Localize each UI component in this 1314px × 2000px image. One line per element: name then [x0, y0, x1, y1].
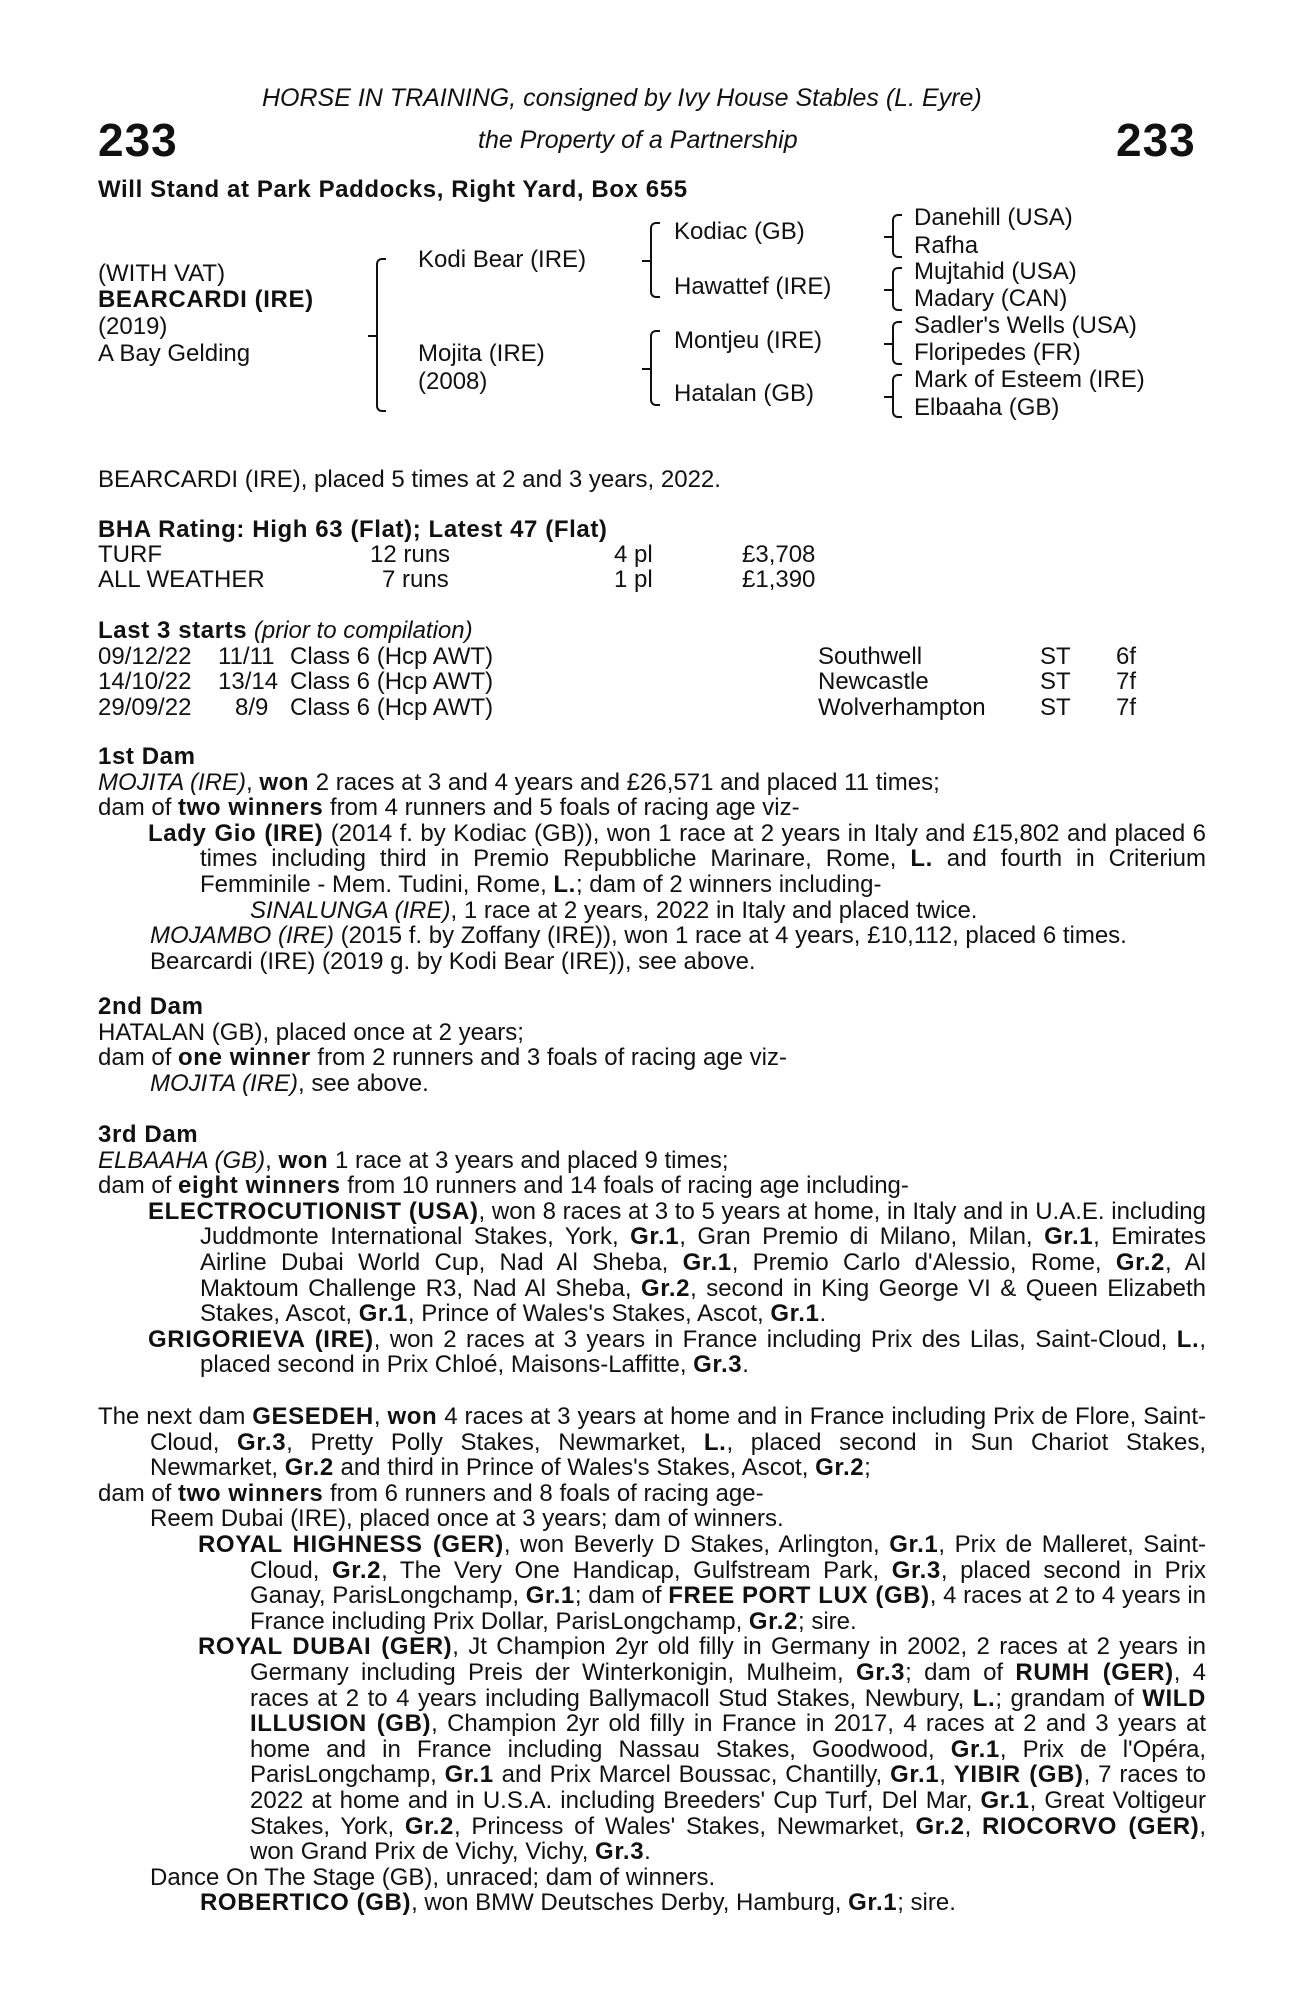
third-dam-produce-intro: dam of eight winners from 10 runners and 14 foals of racing age including- [98, 1172, 909, 1200]
granddam-4: Madary (CAN) [914, 285, 1068, 312]
last-starts-heading [98, 617, 473, 645]
brace-parents [376, 258, 386, 412]
start-course: Southwell [818, 643, 923, 670]
grandsire-5: Sadler's Wells (USA) [914, 312, 1137, 339]
produce-lady-gio: Lady Gio (IRE) (2014 f. by Kodiac (GB)), won 1 race at 2 years in Italy and £15,802 and placed 6 times including third in Premio Repubbliche Marinare, Rome, L. and fourth in Criterium Femminile - Mem. Tudini, Rome, L.; dam of 2 winners including- [148, 819, 1207, 898]
start-date: 29/09/22 [98, 694, 192, 721]
second-dam-produce-intro: dam of one winner from 2 runners and 3 foals of racing age viz- [98, 1044, 787, 1072]
granddam-8: Elbaaha (GB) [914, 394, 1060, 421]
start-surface: ST [1040, 694, 1071, 721]
grandsire-7: Mark of Esteem (IRE) [914, 366, 1145, 393]
start-position: 11/11 [218, 643, 275, 670]
consignor-line: HORSE IN TRAINING, consigned by Ivy House Stables (L. Eyre) [262, 84, 982, 112]
brace-g3 [892, 321, 902, 365]
produce-dance-on-the-stage: Dance On The Stage (GB), unraced; dam of winners. [150, 1863, 716, 1891]
start-distance: 7f [1116, 668, 1137, 695]
produce-grigorieva: GRIGORIEVA (IRE), won 2 races at 3 years in France including Prix des Lilas, Saint-Cloud, L., placed second in Prix Chloé, Maisons-Laffitte, Gr.3. [148, 1325, 1206, 1379]
next-dam-line: The next dam GESEDEH, won 4 races at 3 years at home and in France including Prix de Flore, Saint-Cloud, Gr.3, Pretty Polly Stakes, Newmarket, L., placed second in Sun Chariot Stakes, Newmarket, Gr.2 and third in Prince of Wales's Stakes, Ascot, Gr.2; [98, 1403, 1207, 1482]
grandsire-3: Mujtahid (USA) [914, 258, 1077, 285]
produce-robertico: ROBERTICO (GB), won BMW Deutsches Derby, Hamburg, Gr.1; sire. [200, 1889, 956, 1917]
sire: Kodi Bear (IRE) [418, 246, 587, 273]
start-distance: 6f [1116, 643, 1137, 670]
property-line: the Property of a Partnership [478, 126, 798, 154]
second-dam-heading: 2nd Dam [98, 993, 204, 1020]
produce-mojambo: MOJAMBO (IRE) (2015 f. by Zoffany (IRE)), won 1 race at 4 years, £10,112, placed 6 times. [150, 922, 1127, 950]
granddam-6: Floripedes (FR) [914, 339, 1081, 366]
rating-row-turf-surface: TURF [98, 541, 162, 568]
start-race: Class 6 (Hcp AWT) [290, 694, 494, 721]
rating-row-aw-prize: £1,390 [742, 566, 816, 593]
horse-year: (2019) [98, 313, 168, 340]
produce-electrocutionist: ELECTROCUTIONIST (USA), won 8 races at 3 to 5 years at home, in Italy and in U.A.E. including Juddmonte International Stakes, York, Gr.1, Gran Premio di Milano, Milan, Gr.1, Emirates Airline Dubai World Cup, Nad Al Sheba, Gr.1, Premio Carlo d'Alessio, Rome, Gr.2, Al Maktoum Challenge R3, Nad Al Sheba, Gr.2, second in King George VI & Queen Elizabeth Stakes, Ascot, Gr.1, Prince of Wales's Stakes, Ascot, Gr.1. [148, 1197, 1207, 1328]
start-race: Class 6 (Hcp AWT) [290, 643, 494, 670]
first-dam-line: MOJITA (IRE), won 2 races at 3 and 4 years and £26,571 and placed 11 times; [98, 768, 940, 796]
rating-row-turf-placed: 4 pl [614, 541, 653, 568]
produce-royal-highness: ROYAL HIGHNESS (GER), won Beverly D Stakes, Arlington, Gr.1, Prix de Malleret, Saint-Cloud, Gr.2, The Very One Handicap, Gulfstream Park, Gr.3, placed second in Prix Ganay, ParisLongchamp, Gr.1; dam of FREE PORT LUX (GB), 4 races at 2 to 4 years in France including Prix Dollar, ParisLongchamp, Gr.2; sire. [198, 1530, 1207, 1635]
dam: Mojita (IRE) [418, 340, 545, 367]
horse-vat: (WITH VAT) [98, 260, 226, 287]
rating-row-aw-runs: 7 runs [382, 566, 449, 593]
last-starts-note: (prior to compilation) [253, 617, 473, 644]
dam-year: (2008) [418, 368, 488, 395]
rating-row-turf-prize: £3,708 [742, 541, 816, 568]
granddam-2: Rafha [914, 232, 979, 259]
first-dam-section [98, 744, 1206, 974]
brace-dam-line [650, 330, 660, 406]
dam-dam: Hatalan (GB) [674, 380, 815, 407]
first-dam-produce-intro: dam of two winners from 4 runners and 5 foals of racing age viz- [98, 794, 800, 822]
start-race: Class 6 (Hcp AWT) [290, 668, 494, 695]
sire-sire: Kodiac (GB) [674, 218, 805, 245]
start-date: 09/12/22 [98, 643, 192, 670]
sire-dam: Hawattef (IRE) [674, 273, 832, 300]
start-distance: 7f [1116, 694, 1137, 721]
lot-number-right: 233 [1116, 114, 1196, 166]
produce-bearcardi: Bearcardi (IRE) (2019 g. by Kodi Bear (IRE)), see above. [150, 947, 756, 975]
lot-number-left: 233 [98, 114, 178, 166]
second-dam-section [98, 994, 1206, 1096]
start-date: 14/10/22 [98, 668, 192, 695]
bha-rating-heading: BHA Rating: High 63 (Flat); Latest 47 (Flat) [98, 516, 608, 543]
third-dam-heading: 3rd Dam [98, 1121, 199, 1148]
start-position: 13/14 [218, 668, 279, 695]
start-surface: ST [1040, 643, 1071, 670]
start-surface: ST [1040, 668, 1071, 695]
third-dam-section [98, 1122, 1206, 1378]
stand-line: Will Stand at Park Paddocks, Right Yard, Box 655 [98, 176, 688, 203]
rating-row-aw-surface: ALL WEATHER [98, 566, 265, 593]
dam-sire: Montjeu (IRE) [674, 327, 823, 354]
brace-g1 [892, 214, 902, 258]
rating-row-turf-runs: 12 runs [370, 541, 451, 568]
start-course: Wolverhampton [818, 694, 986, 721]
horse-name: BEARCARDI (IRE) [98, 286, 314, 313]
brace-sire-line [650, 222, 660, 298]
rating-row-aw-placed: 1 pl [614, 566, 653, 593]
race-summary: BEARCARDI (IRE), placed 5 times at 2 and 3 years, 2022. [98, 466, 721, 493]
brace-g4 [892, 374, 902, 418]
produce-sinalunga: SINALUNGA (IRE), 1 race at 2 years, 2022 in Italy and placed twice. [250, 896, 978, 924]
last-starts-title: Last 3 starts [98, 617, 248, 644]
produce-mojita: MOJITA (IRE), see above. [150, 1069, 429, 1097]
second-dam-line: HATALAN (GB), placed once at 2 years; [98, 1018, 524, 1046]
horse-description: A Bay Gelding [98, 340, 251, 367]
start-course: Newcastle [818, 668, 929, 695]
grandsire-1: Danehill (USA) [914, 204, 1073, 231]
first-dam-heading: 1st Dam [98, 743, 196, 770]
next-dam-produce-intro: dam of two winners from 6 runners and 8 foals of racing age- [98, 1479, 764, 1507]
produce-royal-dubai: ROYAL DUBAI (GER), Jt Champion 2yr old filly in Germany in 2002, 2 races at 2 years in Germany including Preis der Winterkonigin, Mulheim, Gr.3; dam of RUMH (GER), 4 races at 2 to 4 years including Ballymacoll Stud Stakes, Newbury, L.; grandam of WILD ILLUSION (GB), Champion 2yr old filly in France in 2017, 4 races at 2 and 3 years at home and in France including Nassau Stakes, Goodwood, Gr.1, Prix de l'Opéra, ParisLongchamp, Gr.1 and Prix Marcel Boussac, Chantilly, Gr.1, YIBIR (GB), 7 races to 2022 at home and in U.S.A. including Breeders' Cup Turf, Del Mar, Gr.1, Great Voltigeur Stakes, York, Gr.2, Princess of Wales' Stakes, Newmarket, Gr.2, RIOCORVO (GER), won Grand Prix de Vichy, Vichy, Gr.3. [198, 1633, 1207, 1866]
third-dam-line: ELBAAHA (GB), won 1 race at 3 years and placed 9 times; [98, 1146, 729, 1174]
produce-reem-dubai: Reem Dubai (IRE), placed once at 3 years; dam of winners. [150, 1505, 784, 1533]
brace-g2 [892, 267, 902, 311]
start-position: 8/9 [235, 694, 269, 721]
next-dam-section [98, 1404, 1206, 1916]
